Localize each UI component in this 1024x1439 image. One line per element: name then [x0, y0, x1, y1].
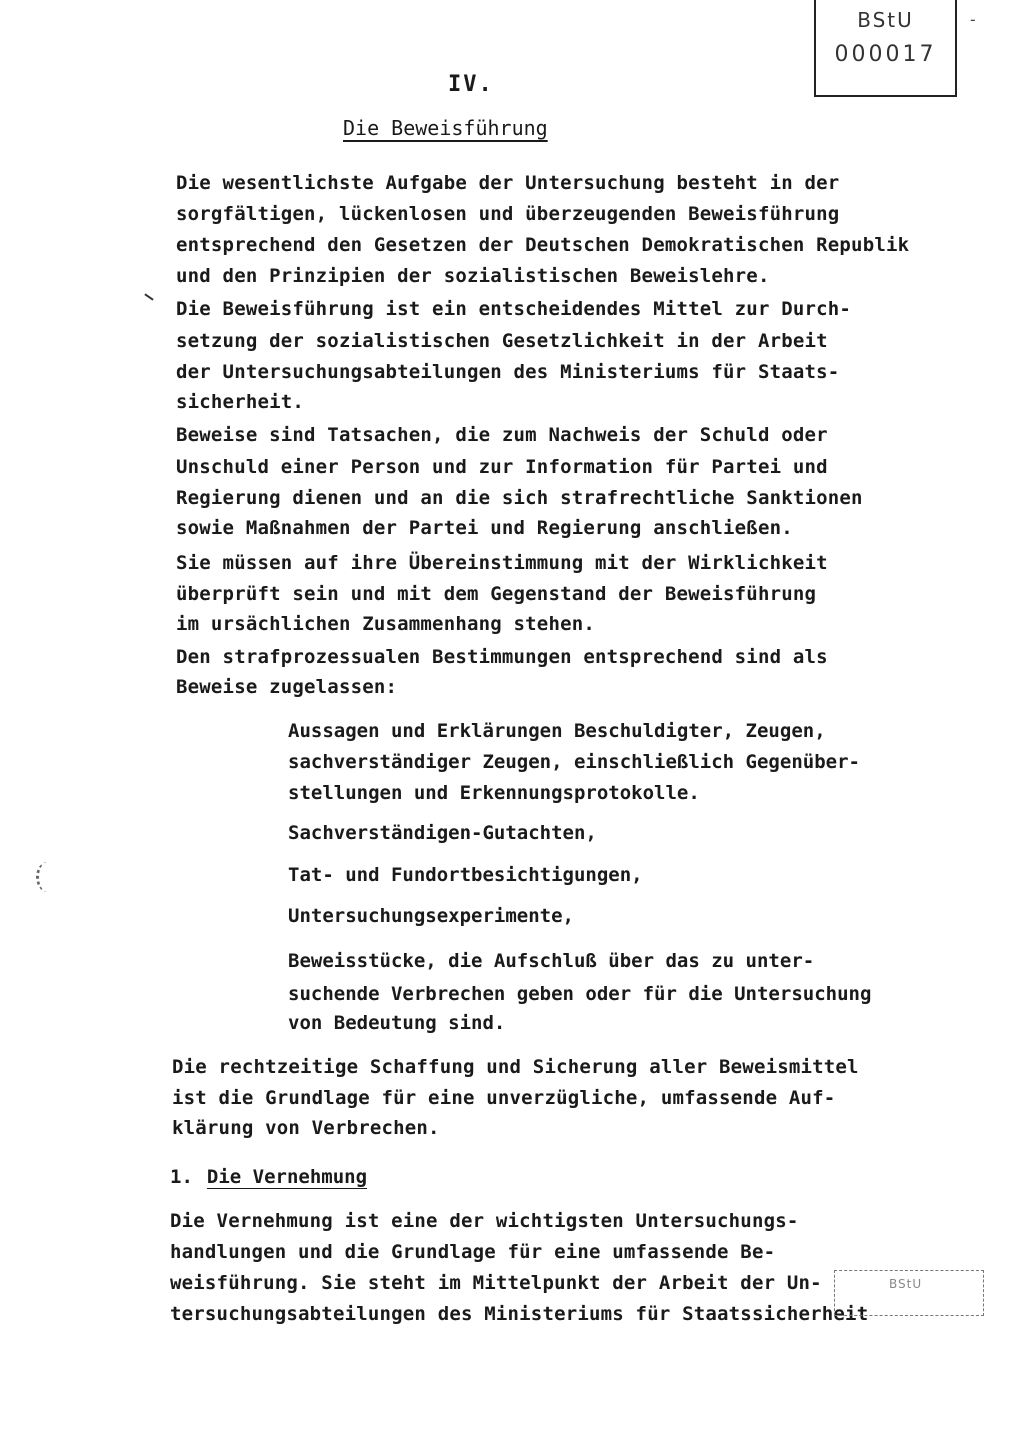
- corner-mark: -: [968, 10, 978, 29]
- small-stamp-label: BStU: [889, 1277, 923, 1291]
- text-line: ist die Grundlage für eine unverzügliche, umfassende Auf-: [172, 1087, 836, 1109]
- section-heading: Die Beweisführung: [343, 116, 548, 140]
- text-line: Die Vernehmung ist eine der wichtigsten Untersuchungs-: [170, 1210, 799, 1232]
- chapter-number: IV.: [448, 72, 494, 97]
- text-line: Sie müssen auf ihre Übereinstimmung mit der Wirklichkeit: [176, 552, 828, 574]
- archive-stamp-faint: [834, 1270, 984, 1316]
- text-line: sorgfältigen, lückenlosen und überzeugenden Beweisführung: [176, 203, 840, 225]
- text-line: und den Prinzipien der sozialistischen Beweislehre.: [176, 265, 770, 287]
- text-line: entsprechend den Gesetzen der Deutschen Demokratischen Republik: [176, 234, 910, 256]
- text-line: setzung der sozialistischen Gesetzlichkeit in der Arbeit: [176, 330, 828, 352]
- list-item: Sachverständigen-Gutachten,: [288, 822, 597, 844]
- text-line: Regierung dienen und an die sich strafrechtliche Sanktionen: [176, 487, 863, 509]
- archive-stamp: [814, 0, 957, 97]
- subsection-heading: [170, 1166, 367, 1188]
- text-line: Den strafprozessualen Bestimmungen entsprechend sind als: [176, 646, 828, 668]
- text-line: tersuchungsabteilungen des Ministeriums für Staatssicherheit: [170, 1303, 869, 1325]
- text-line: Beweise sind Tatsachen, die zum Nachweis der Schuld oder: [176, 424, 828, 446]
- list-item: Aussagen und Erklärungen Beschuldigter, Zeugen,: [288, 720, 826, 742]
- subsection-number: 1.: [170, 1166, 193, 1188]
- list-item: Tat- und Fundortbesichtigungen,: [288, 864, 643, 886]
- text-line: klärung von Verbrechen.: [172, 1117, 440, 1139]
- margin-tick: [144, 293, 153, 300]
- text-line: weisführung. Sie steht im Mittelpunkt der Arbeit der Un-: [170, 1272, 822, 1294]
- text-line: handlungen und die Grundlage für eine umfassende Be-: [170, 1241, 776, 1263]
- stamp-org: BStU: [857, 8, 914, 32]
- text-line: sowie Maßnahmen der Partei und Regierung anschließen.: [176, 517, 793, 539]
- text-line: Beweise zugelassen:: [176, 676, 398, 698]
- text-line: Die rechtzeitige Schaffung und Sicherung aller Beweismittel: [172, 1056, 859, 1078]
- stamp-number: 000017: [834, 42, 937, 67]
- subsection-title: Die Vernehmung: [206, 1166, 368, 1188]
- ink-blot: [36, 862, 59, 892]
- list-item: sachverständiger Zeugen, einschließlich Gegenüber-: [288, 751, 860, 773]
- text-line: Unschuld einer Person und zur Information für Partei und: [176, 456, 828, 478]
- text-line: sicherheit.: [176, 391, 305, 413]
- list-item: Beweisstücke, die Aufschluß über das zu unter-: [288, 950, 815, 972]
- list-item: von Bedeutung sind.: [288, 1012, 506, 1034]
- list-item: Untersuchungsexperimente,: [288, 905, 574, 927]
- list-item: stellungen und Erkennungsprotokolle.: [288, 782, 700, 804]
- list-item: suchende Verbrechen geben oder für die Untersuchung: [288, 983, 872, 1005]
- text-line: überprüft sein und mit dem Gegenstand der Beweisführung: [176, 583, 817, 605]
- text-line: Die wesentlichste Aufgabe der Untersuchung besteht in der: [176, 172, 840, 194]
- text-line: der Untersuchungsabteilungen des Ministeriums für Staats-: [176, 361, 840, 383]
- text-line: Die Beweisführung ist ein entscheidendes Mittel zur Durch-: [176, 298, 852, 320]
- text-line: im ursächlichen Zusammenhang stehen.: [176, 613, 596, 635]
